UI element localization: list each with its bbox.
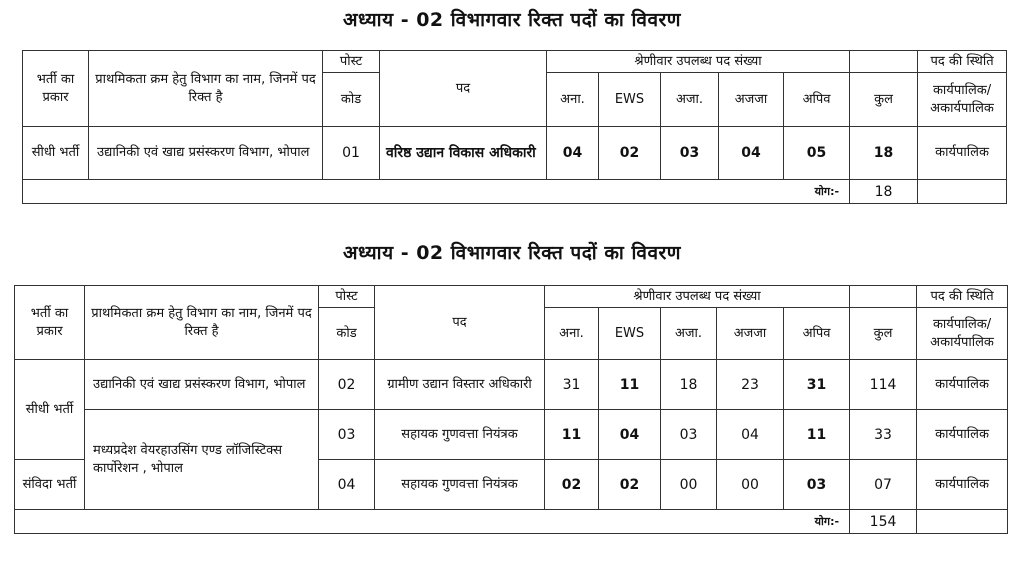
header-post: पद bbox=[375, 286, 545, 360]
cell-st: 23 bbox=[717, 360, 784, 410]
table-row bbox=[15, 360, 1008, 410]
cell-post: वरिष्ठ उद्यान विकास अधिकारी bbox=[380, 127, 547, 180]
header-category-group: श्रेणीवार उपलब्ध पद संख्या bbox=[545, 286, 850, 308]
cell-ews: 02 bbox=[599, 460, 661, 510]
header-ur: अना. bbox=[547, 73, 599, 127]
section1-title: अध्याय - 02 विभागवार रिक्त पदों का विवरण bbox=[342, 9, 682, 31]
cell-sc: 03 bbox=[661, 410, 717, 460]
cell-status: कार्यपालिक bbox=[918, 127, 1007, 180]
cell-type-contract: संविदा भर्ती bbox=[15, 460, 85, 510]
cell-post: सहायक गुणवत्ता नियंत्रक bbox=[375, 410, 545, 460]
sum-label: योग:- bbox=[15, 510, 850, 534]
cell-st: 04 bbox=[717, 410, 784, 460]
header-total: कुल bbox=[850, 308, 917, 360]
cell-code: 01 bbox=[323, 127, 380, 180]
cell-status: कार्यपालिक bbox=[917, 360, 1008, 410]
cell-obc: 03 bbox=[784, 460, 850, 510]
header-status-group: पद की स्थिति bbox=[918, 51, 1007, 73]
header-total-blank bbox=[850, 51, 918, 73]
header-sc: अजा. bbox=[661, 308, 717, 360]
cell-post: ग्रामीण उद्यान विस्तार अधिकारी bbox=[375, 360, 545, 410]
section1-vacancy-table bbox=[22, 50, 1007, 204]
header-total: कुल bbox=[850, 73, 918, 127]
cell-ur: 02 bbox=[545, 460, 599, 510]
header-ur: अना. bbox=[545, 308, 599, 360]
sum-value: 18 bbox=[850, 180, 918, 204]
cell-ews: 02 bbox=[599, 127, 661, 180]
cell-obc: 11 bbox=[784, 410, 850, 460]
header-department: प्राथमिकता क्रम हेतु विभाग का नाम, जिनमें पद रिक्त है bbox=[89, 51, 323, 127]
header-sc: अजा. bbox=[661, 73, 719, 127]
sum-blank bbox=[917, 510, 1008, 534]
cell-department-warehousing: मध्यप्रदेश वेयरहाउसिंग एण्ड लॉजिस्टिक्स कार्पोरेशन , भोपाल bbox=[85, 410, 319, 510]
header-post-code-top: पोस्ट bbox=[319, 286, 375, 308]
cell-sc: 00 bbox=[661, 460, 717, 510]
cell-ur: 31 bbox=[545, 360, 599, 410]
sum-value: 154 bbox=[850, 510, 917, 534]
cell-obc: 31 bbox=[784, 360, 850, 410]
cell-ur: 04 bbox=[547, 127, 599, 180]
cell-post: सहायक गुणवत्ता नियंत्रक bbox=[375, 460, 545, 510]
cell-st: 04 bbox=[719, 127, 784, 180]
sum-blank bbox=[918, 180, 1007, 204]
cell-sc: 18 bbox=[661, 360, 717, 410]
cell-type-direct: सीधी भर्ती bbox=[15, 360, 85, 460]
cell-ews: 04 bbox=[599, 410, 661, 460]
cell-code: 04 bbox=[319, 460, 375, 510]
cell-total: 18 bbox=[850, 127, 918, 180]
header-ews: EWS bbox=[599, 308, 661, 360]
cell-st: 00 bbox=[717, 460, 784, 510]
cell-department: उद्यानिकी एवं खाद्य प्रसंस्करण विभाग, भोपाल bbox=[89, 127, 323, 180]
cell-total: 07 bbox=[850, 460, 917, 510]
header-post-code-bottom: कोड bbox=[319, 308, 375, 360]
cell-type: सीधी भर्ती bbox=[23, 127, 89, 180]
header-recruitment-type: भर्ती का प्रकार bbox=[23, 51, 89, 127]
header-department: प्राथमिकता क्रम हेतु विभाग का नाम, जिनमें पद रिक्त है bbox=[85, 286, 319, 360]
header-category-group: श्रेणीवार उपलब्ध पद संख्या bbox=[547, 51, 850, 73]
cell-ews: 11 bbox=[599, 360, 661, 410]
header-obc: अपिव bbox=[784, 308, 850, 360]
cell-code: 03 bbox=[319, 410, 375, 460]
header-obc: अपिव bbox=[784, 73, 850, 127]
table-row bbox=[23, 127, 1007, 180]
cell-ur: 11 bbox=[545, 410, 599, 460]
header-st: अजजा bbox=[717, 308, 784, 360]
cell-total: 114 bbox=[850, 360, 917, 410]
header-status-sub: कार्यपालिक/ अकार्यपालिक bbox=[918, 73, 1007, 127]
header-recruitment-type: भर्ती का प्रकार bbox=[15, 286, 85, 360]
header-post-code-bottom: कोड bbox=[323, 73, 380, 127]
header-post-code-top: पोस्ट bbox=[323, 51, 380, 73]
header-status-sub: कार्यपालिक/ अकार्यपालिक bbox=[917, 308, 1008, 360]
header-ews: EWS bbox=[599, 73, 661, 127]
header-total-blank bbox=[850, 286, 917, 308]
cell-status: कार्यपालिक bbox=[917, 460, 1008, 510]
cell-code: 02 bbox=[319, 360, 375, 410]
sum-label: योग:- bbox=[23, 180, 850, 204]
section2-title: अध्याय - 02 विभागवार रिक्त पदों का विवरण bbox=[342, 242, 682, 264]
header-status-group: पद की स्थिति bbox=[917, 286, 1008, 308]
cell-total: 33 bbox=[850, 410, 917, 460]
cell-status: कार्यपालिक bbox=[917, 410, 1008, 460]
cell-sc: 03 bbox=[661, 127, 719, 180]
header-post: पद bbox=[380, 51, 547, 127]
header-st: अजजा bbox=[719, 73, 784, 127]
cell-obc: 05 bbox=[784, 127, 850, 180]
section2-vacancy-table bbox=[14, 285, 1008, 534]
cell-department-horticulture: उद्यानिकी एवं खाद्य प्रसंस्करण विभाग, भोपाल bbox=[85, 360, 319, 410]
table-row bbox=[15, 410, 1008, 460]
